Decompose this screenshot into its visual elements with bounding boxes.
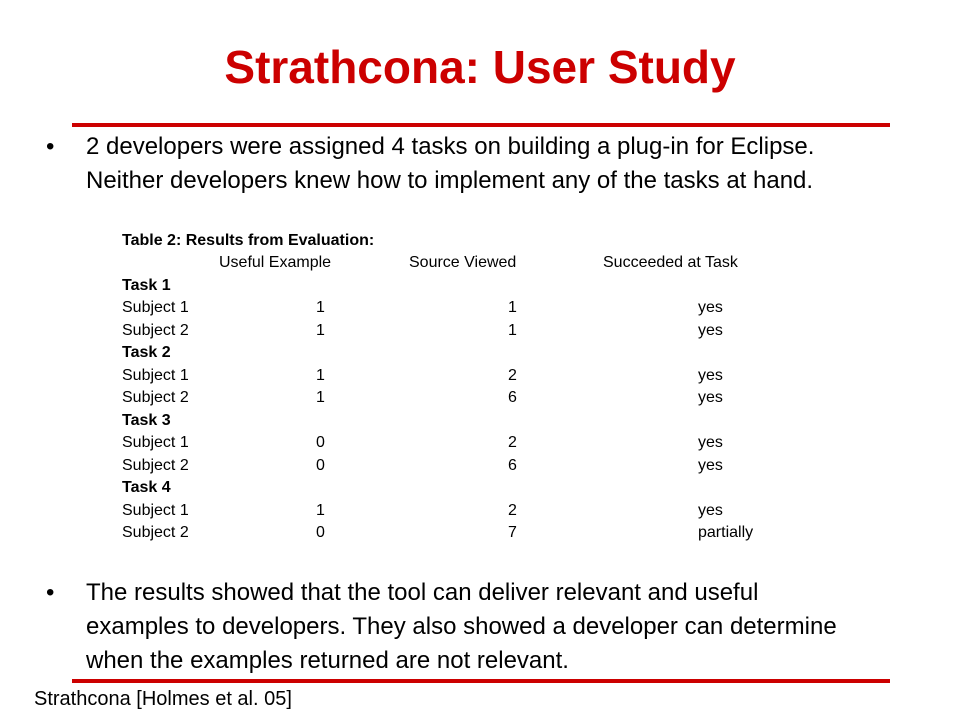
table-row bbox=[122, 387, 802, 410]
subject-cell: Subject 1 bbox=[122, 299, 189, 316]
success-cell: yes bbox=[698, 366, 723, 384]
useful-cell: 1 bbox=[316, 389, 325, 406]
bullet-item bbox=[46, 130, 846, 232]
source-cell: 6 bbox=[508, 389, 517, 406]
subject-cell: Subject 1 bbox=[122, 366, 189, 384]
source-cell: 2 bbox=[508, 434, 517, 451]
bullet-text: 2 developers were assigned 4 tasks on building a plug-in for Eclipse. Neither developers knew how to implement any of the tasks at hand. bbox=[86, 133, 815, 194]
slide-title: Strathcona: User Study bbox=[224, 41, 736, 93]
source-cell: 6 bbox=[508, 456, 517, 474]
header-source-viewed: Source Viewed bbox=[409, 254, 517, 271]
table-row bbox=[122, 500, 802, 523]
table-row bbox=[122, 320, 802, 343]
header-succeeded-at-task: Succeeded at Task bbox=[603, 254, 738, 271]
source-cell: 7 bbox=[508, 524, 517, 541]
success-cell: yes bbox=[698, 434, 723, 451]
task-row bbox=[122, 477, 802, 500]
subject-cell: Subject 1 bbox=[122, 434, 189, 451]
success-cell: partially bbox=[698, 524, 754, 541]
citation-footer: Strathcona [Holmes et al. 05] bbox=[34, 688, 292, 710]
header-useful-example: Useful Example bbox=[219, 254, 332, 271]
task-row bbox=[122, 275, 802, 298]
results-table bbox=[122, 230, 802, 545]
success-cell: yes bbox=[698, 299, 723, 316]
title-divider bbox=[72, 123, 890, 127]
table-row bbox=[122, 297, 802, 320]
useful-cell: 0 bbox=[316, 434, 325, 451]
bullet-item bbox=[46, 576, 846, 678]
task-label: Task 1 bbox=[122, 276, 171, 294]
subject-cell: Subject 2 bbox=[122, 389, 189, 406]
useful-cell: 1 bbox=[316, 366, 325, 384]
subject-cell: Subject 2 bbox=[122, 321, 189, 339]
source-cell: 2 bbox=[508, 501, 517, 519]
table-row bbox=[122, 365, 802, 388]
table-caption: Table 2: Results from Evaluation: bbox=[122, 232, 375, 249]
table-row bbox=[122, 455, 802, 478]
bullet-text: The results showed that the tool can deliver relevant and useful examples to developers. They also showed a developer can determine when the examples returned are not relevant. bbox=[86, 579, 837, 674]
success-cell: yes bbox=[698, 501, 723, 519]
bullet-marker: • bbox=[46, 579, 55, 606]
useful-cell: 0 bbox=[316, 456, 325, 474]
subject-cell: Subject 2 bbox=[122, 524, 189, 541]
table-row bbox=[122, 522, 802, 545]
success-cell: yes bbox=[698, 321, 723, 339]
success-cell: yes bbox=[698, 456, 723, 474]
source-cell: 1 bbox=[508, 321, 517, 339]
task-row bbox=[122, 342, 802, 365]
task-row bbox=[122, 410, 802, 433]
table-header-row bbox=[122, 252, 802, 275]
task-label: Task 3 bbox=[122, 411, 171, 429]
source-cell: 2 bbox=[508, 366, 517, 384]
useful-cell: 1 bbox=[316, 299, 325, 316]
useful-cell: 0 bbox=[316, 524, 325, 541]
table-row bbox=[122, 432, 802, 455]
task-label: Task 4 bbox=[122, 479, 171, 496]
bullet-marker: • bbox=[46, 133, 55, 160]
source-cell: 1 bbox=[508, 299, 517, 316]
useful-cell: 1 bbox=[316, 321, 325, 339]
success-cell: yes bbox=[698, 389, 723, 406]
task-label: Task 2 bbox=[122, 344, 171, 361]
subject-cell: Subject 1 bbox=[122, 501, 189, 519]
subject-cell: Subject 2 bbox=[122, 456, 189, 474]
useful-cell: 1 bbox=[316, 501, 325, 519]
footer-divider bbox=[72, 679, 890, 683]
